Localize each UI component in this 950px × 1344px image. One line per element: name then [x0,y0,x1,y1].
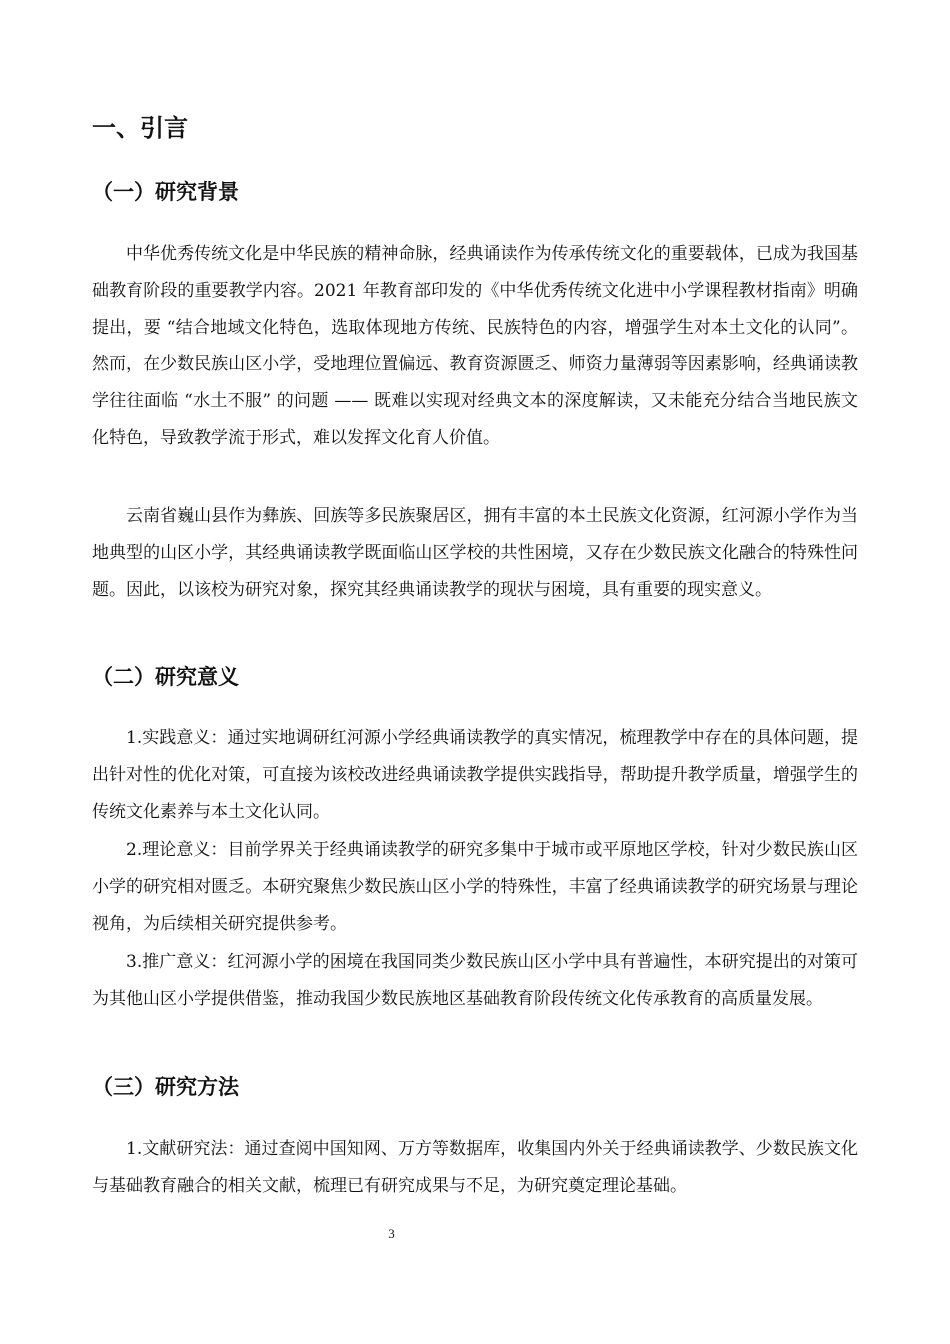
paragraph-promotion-significance: 3.推广意义：红河源小学的困境在我国同类少数民族山区小学中具有普遍性，本研究提出的对策可为其他山区小学提供借鉴，推动我国少数民族地区基础教育阶段传统文化传承教育的高质量发展。 [92,952,858,1009]
page-number: 3 [388,1226,395,1241]
paragraph-theoretical-significance: 2.理论意义：目前学界关于经典诵读教学的研究多集中于城市或平原地区学校，针对少数民族山区小学的研究相对匮乏。本研究聚焦少数民族山区小学的特殊性，丰富了经典诵读教学的研究场景与理论视角，为后续相关研究提供参考。 [92,840,858,934]
paragraph-practical-significance: 1.实践意义：通过实地调研红河源小学经典诵读教学的真实情况，梳理教学中存在的具体问题，提出针对性的优化对策，可直接为该校改进经典诵读教学提供实践指导，帮助提升教学质量，增强学生的传统文化素养与本土文化认同。 [92,728,858,822]
paragraph-background-2: 云南省巍山县作为彝族、回族等多民族聚居区，拥有丰富的本土民族文化资源，红河源小学作为当地典型的山区小学，其经典诵读教学既面临山区学校的共性困境，又存在少数民族文化融合的特殊性问题。因此，以该校为研究对象，探究其经典诵读教学的现状与困境，具有重要的现实意义。 [92,506,858,600]
chapter-heading: 一、引言 [92,114,188,142]
section-heading-methods: （三）研究方法 [92,1075,239,1099]
section-heading-significance: （二）研究意义 [92,665,239,689]
paragraph-background-1: 中华优秀传统文化是中华民族的精神命脉，经典诵读作为传承传统文化的重要载体，已成为我国基础教育阶段的重要教学内容。2021 年教育部印发的《中华优秀传统文化进中小学课程教材指南》明确提出，要 “结合地域文化特色，选取体现地方传统、民族特色的内容，增强学生对本土文化的认同”。然而，在少数民族山区小学，受地理位置偏远、教育资源匮乏、师资力量薄弱等因素影响，经典诵读教学往往面临 “水土不服” 的问题 —— 既难以实现对经典文本的深度解读，又未能充分结合当地民族文化特色，导致教学流于形式，难以发挥文化育人价值。 [92,244,858,448]
paragraph-literature-method: 1.文献研究法：通过查阅中国知网、万方等数据库，收集国内外关于经典诵读教学、少数民族文化与基础教育融合的相关文献，梳理已有研究成果与不足，为研究奠定理论基础。 [92,1139,858,1196]
section-heading-background: （一）研究背景 [92,180,239,204]
